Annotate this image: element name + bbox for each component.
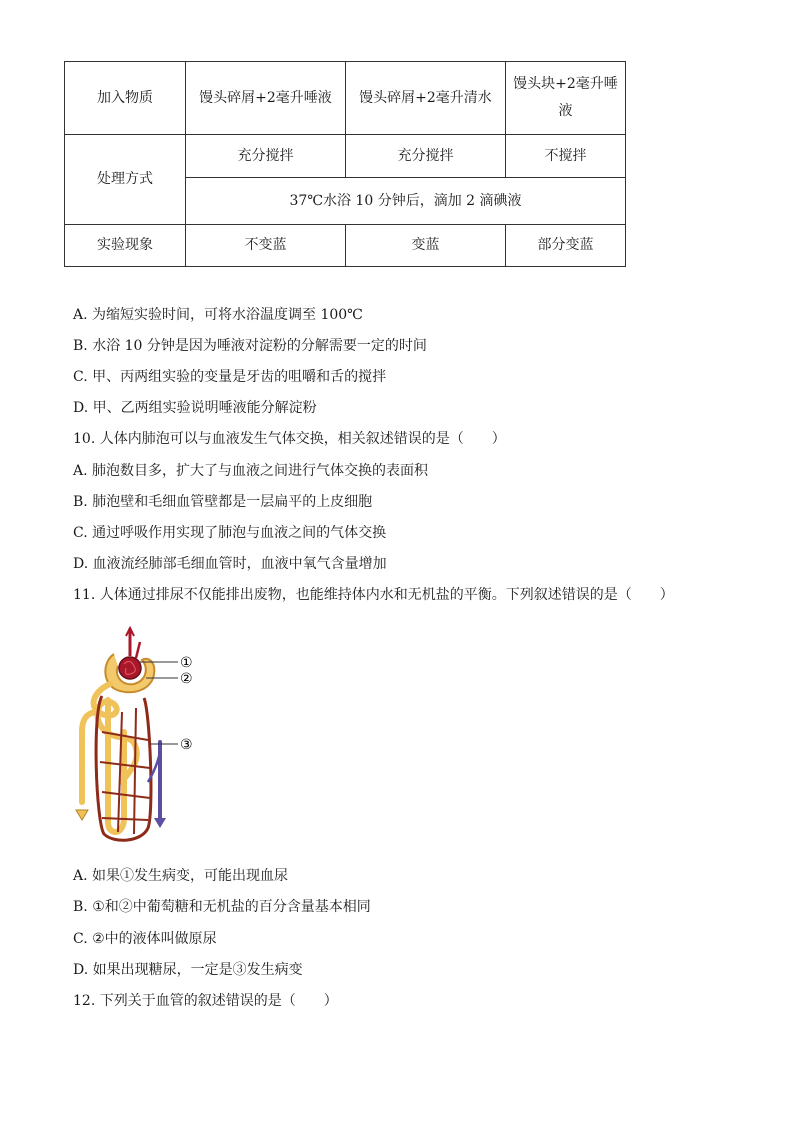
table-cell: 馒头块+2毫升唾液 bbox=[506, 62, 626, 135]
q10-option-d: D. 血液流经肺部毛细血管时，血液中氧气含量增加 bbox=[73, 556, 387, 572]
table-row bbox=[65, 135, 626, 178]
q10-option-b: B. 肺泡壁和毛细血管壁都是一层扁平的上皮细胞 bbox=[73, 494, 373, 510]
table-cell: 不搅拌 bbox=[506, 135, 626, 178]
table-cell: 变蓝 bbox=[346, 225, 506, 267]
q11-option-c: C. ②中的液体叫做原尿 bbox=[73, 931, 217, 947]
table-cell: 加入物质 bbox=[65, 62, 186, 135]
label-1: ① bbox=[180, 655, 193, 671]
table-cell: 充分搅拌 bbox=[186, 135, 346, 178]
q12-stem: 12. 下列关于血管的叙述错误的是（ ） bbox=[73, 993, 338, 1009]
label-3: ③ bbox=[180, 737, 193, 753]
q11-option-d: D. 如果出现糖尿，一定是③发生病变 bbox=[73, 962, 303, 978]
q10-option-a: A. 肺泡数目多，扩大了与血液之间进行气体交换的表面积 bbox=[73, 463, 429, 479]
q9-option-d: D. 甲、乙两组实验说明唾液能分解淀粉 bbox=[73, 400, 317, 416]
experiment-table bbox=[64, 61, 626, 267]
table-cell: 处理方式 bbox=[65, 135, 186, 225]
q9-option-a: A. 为缩短实验时间，可将水浴温度调至 100℃ bbox=[73, 307, 363, 323]
table-cell: 部分变蓝 bbox=[506, 225, 626, 267]
table-cell: 馒头碎屑+2毫升清水 bbox=[346, 62, 506, 135]
q10-option-c: C. 通过呼吸作用实现了肺泡与血液之间的气体交换 bbox=[73, 525, 387, 541]
q9-option-c: C. 甲、丙两组实验的变量是牙齿的咀嚼和舌的搅拌 bbox=[73, 369, 387, 385]
table-row bbox=[65, 225, 626, 267]
table-cell: 37℃水浴 10 分钟后，滴加 2 滴碘液 bbox=[186, 178, 626, 225]
q9-option-b: B. 水浴 10 分钟是因为唾液对淀粉的分解需要一定的时间 bbox=[73, 338, 427, 354]
label-2: ② bbox=[180, 671, 193, 687]
q10-stem: 10. 人体内肺泡可以与血液发生气体交换，相关叙述错误的是（ ） bbox=[73, 431, 506, 447]
nephron-diagram bbox=[62, 622, 212, 854]
q11-option-a: A. 如果①发生病变，可能出现血尿 bbox=[73, 868, 289, 884]
table-cell: 实验现象 bbox=[65, 225, 186, 267]
q11-stem: 11. 人体通过排尿不仅能排出废物，也能维持体内水和无机盐的平衡。下列叙述错误的是（ ） bbox=[73, 587, 674, 603]
table-row bbox=[65, 62, 626, 135]
q11-option-b: B. ①和②中葡萄糖和无机盐的百分含量基本相同 bbox=[73, 899, 371, 915]
table-cell: 不变蓝 bbox=[186, 225, 346, 267]
table-cell: 馒头碎屑+2毫升唾液 bbox=[186, 62, 346, 135]
table-cell: 充分搅拌 bbox=[346, 135, 506, 178]
